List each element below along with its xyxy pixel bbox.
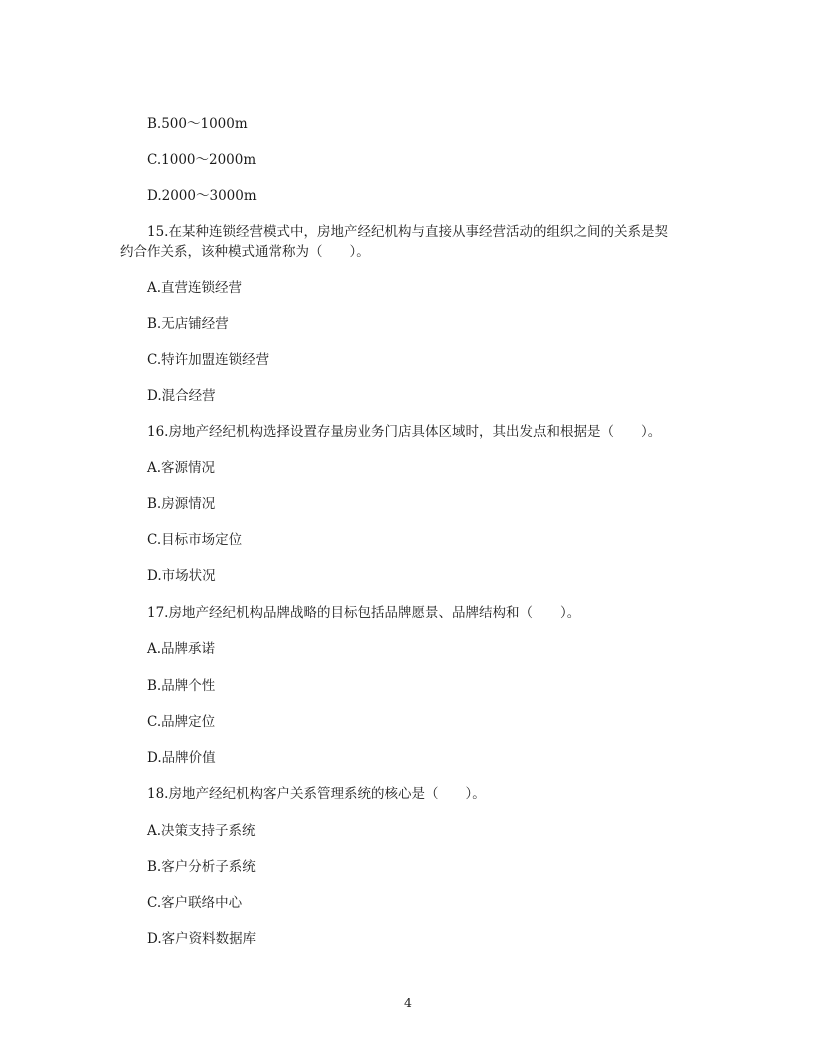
option-q17-b: B.品牌个性 (147, 678, 216, 694)
option-q14-b: B.500～1000m (147, 116, 248, 132)
option-q18-d: D.客户资料数据库 (147, 931, 257, 947)
option-q18-c: C.客户联络中心 (147, 895, 243, 911)
option-q16-a: A.客源情况 (147, 460, 216, 476)
option-q17-c: C.品牌定位 (147, 714, 216, 730)
option-q15-d: D.混合经营 (147, 388, 216, 404)
option-q14-d: D.2000～3000m (147, 188, 257, 204)
option-q18-b: B.客户分析子系统 (147, 859, 256, 875)
option-q17-d: D.品牌价值 (147, 750, 216, 766)
question-18-stem: 18.房地产经纪机构客户关系管理系统的核心是（ ）。 (147, 786, 486, 802)
option-q15-b: B.无店铺经营 (147, 316, 229, 332)
option-q16-d: D.市场状况 (147, 568, 216, 584)
option-q15-a: A.直营连锁经营 (147, 280, 243, 296)
option-q18-a: A.决策支持子系统 (147, 823, 256, 839)
question-16-stem: 16.房地产经纪机构选择设置存量房业务门店具体区域时，其出发点和根据是（ ）。 (147, 424, 662, 440)
option-q14-c: C.1000～2000m (147, 152, 257, 168)
question-15-stem-line2: 约合作关系，该种模式通常称为（ ）。 (120, 244, 370, 260)
question-15-stem-line1: 15.在某种连锁经营模式中，房地产经纪机构与直接从事经营活动的组织之间的关系是契 (147, 224, 668, 240)
page-number: 4 (404, 995, 412, 1010)
option-q16-b: B.房源情况 (147, 496, 216, 512)
option-q15-c: C.特许加盟连锁经营 (147, 352, 270, 368)
option-q16-c: C.目标市场定位 (147, 532, 243, 548)
option-q17-a: A.品牌承诺 (147, 641, 216, 657)
question-17-stem: 17.房地产经纪机构品牌战略的目标包括品牌愿景、品牌结构和（ ）。 (147, 605, 581, 621)
